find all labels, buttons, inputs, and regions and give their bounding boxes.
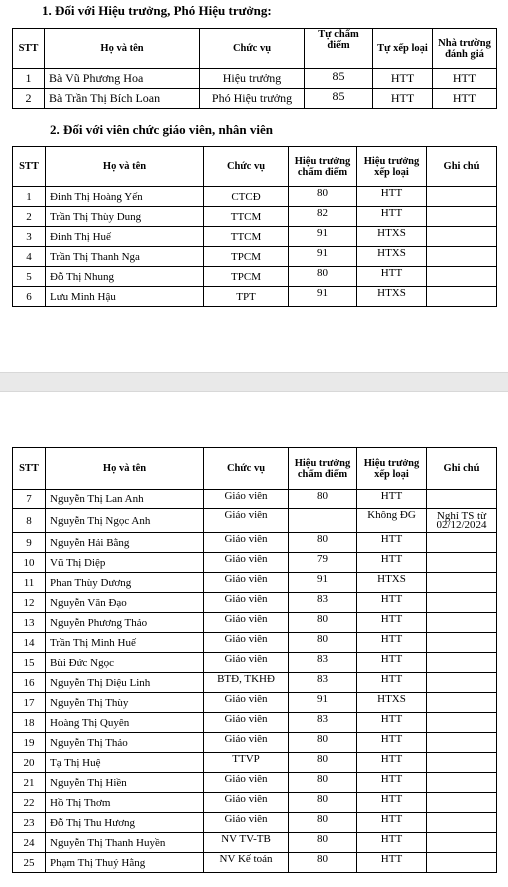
cell-rank: HTXS [357,693,427,713]
cell-rank: HTT [357,533,427,553]
header-name: Họ và tên [46,448,204,490]
cell-score: 91 [289,573,357,593]
table-row [13,693,497,713]
cell-rank: HTT [357,713,427,733]
document-page-1 [0,0,508,372]
cell-name: Trần Thị Thanh Nga [46,247,204,267]
cell-name: Nguyễn Hải Bằng [46,533,204,553]
section-2-heading: 2. Đối với viên chức giáo viên, nhân viên [50,122,274,137]
cell-position: Giáo viên [204,573,289,593]
cell-note [427,207,497,227]
table-row [13,813,497,833]
cell-rank: HTT [357,490,427,509]
cell-stt: 17 [13,693,46,713]
header-school-eval: Nhà trường đánh giá [433,29,497,69]
cell-stt: 12 [13,593,46,613]
cell-note [427,613,497,633]
cell-rank: HTT [357,633,427,653]
cell-stt: 2 [13,207,46,227]
cell-rank: HTXS [357,227,427,247]
cell-note [427,533,497,553]
cell-position: Giáo viên [204,533,289,553]
table-header-row [13,29,497,69]
cell-score: 85 [305,89,373,109]
cell-name: Tạ Thị Huệ [46,753,204,773]
cell-note [427,247,497,267]
table-row [13,247,497,267]
table-header-row [13,448,497,490]
cell-score: 80 [289,853,357,873]
section-1-heading: 1. Đối với Hiệu trưởng, Phó Hiệu trưởng: [42,3,272,18]
cell-name: Đinh Thị Hoàng Yến [46,187,204,207]
header-principal-score: Hiệu trưởng chấm điểm [289,448,357,490]
cell-name: Hồ Thị Thơm [46,793,204,813]
cell-stt: 24 [13,833,46,853]
cell-position: CTCĐ [204,187,289,207]
table-row [13,509,497,533]
cell-stt: 19 [13,733,46,753]
cell-note [427,773,497,793]
cell-score: 80 [289,753,357,773]
cell-stt: 2 [13,89,45,109]
table-row [13,653,497,673]
cell-rank: HTT [357,613,427,633]
cell-note [427,713,497,733]
header-position: Chức vụ [204,448,289,490]
cell-position: NV TV-TB [204,833,289,853]
cell-score: 83 [289,593,357,613]
table-row [13,490,497,509]
header-stt: STT [13,29,45,69]
cell-name: Nguyễn Phương Thảo [46,613,204,633]
cell-name: Nguyễn Thị Thanh Huyền [46,833,204,853]
cell-position: Giáo viên [204,613,289,633]
cell-name: Nguyễn Văn Đạo [46,593,204,613]
cell-score: 91 [289,693,357,713]
cell-rank: Không ĐG [357,509,427,533]
cell-name: Bà Vũ Phương Hoa [45,69,200,89]
cell-note [427,553,497,573]
cell-stt: 15 [13,653,46,673]
cell-rank: HTT [357,187,427,207]
cell-stt: 7 [13,490,46,509]
cell-rank: HTXS [357,247,427,267]
cell-rank: HTT [373,69,433,89]
table-row [13,89,497,109]
cell-stt: 16 [13,673,46,693]
table-row [13,773,497,793]
cell-position: Giáo viên [204,713,289,733]
document-page-2 [0,392,508,887]
header-name: Họ và tên [46,147,204,187]
cell-position: Hiệu trưởng [200,69,305,89]
cell-score: 80 [289,633,357,653]
table-row [13,69,497,89]
cell-note [427,573,497,593]
table-row [13,853,497,873]
cell-stt: 10 [13,553,46,573]
cell-rank: HTT [357,833,427,853]
cell-rank: HTT [357,793,427,813]
cell-position: Giáo viên [204,653,289,673]
cell-note [427,673,497,693]
cell-name: Vũ Thị Diệp [46,553,204,573]
header-position: Chức vụ [200,29,305,69]
cell-stt: 6 [13,287,46,307]
cell-position: Giáo viên [204,693,289,713]
cell-name: Nguyễn Thị Thảo [46,733,204,753]
header-self-rank: Tự xếp loại [373,29,433,69]
cell-stt: 8 [13,509,46,533]
cell-eval: HTT [433,69,497,89]
cell-score: 83 [289,653,357,673]
table-row [13,633,497,653]
cell-position: TTCM [204,207,289,227]
page-separator [0,372,508,392]
cell-name: Nguyễn Thị Diệu Linh [46,673,204,693]
cell-stt: 4 [13,247,46,267]
cell-score: 80 [289,773,357,793]
cell-name: Hoàng Thị Quyên [46,713,204,733]
header-note: Ghi chú [427,147,497,187]
cell-name: Đỗ Thị Nhung [46,267,204,287]
table-row [13,227,497,247]
header-note: Ghi chú [427,448,497,490]
cell-position: TPT [204,287,289,307]
cell-position: Phó Hiệu trưởng [200,89,305,109]
cell-position: NV Kế toán [204,853,289,873]
cell-name: Nguyễn Thị Ngọc Anh [46,509,204,533]
cell-score: 80 [289,793,357,813]
cell-note [427,753,497,773]
cell-rank: HTT [357,753,427,773]
table-row [13,267,497,287]
cell-stt: 14 [13,633,46,653]
cell-stt: 21 [13,773,46,793]
cell-position: Giáo viên [204,490,289,509]
cell-rank: HTXS [357,573,427,593]
cell-score: 80 [289,613,357,633]
cell-note [427,793,497,813]
table-row [13,733,497,753]
cell-score: 83 [289,713,357,733]
cell-stt: 11 [13,573,46,593]
cell-note [427,633,497,653]
cell-position: Giáo viên [204,633,289,653]
cell-name: Phan Thùy Dương [46,573,204,593]
cell-note [427,853,497,873]
cell-name: Trần Thị Thùy Dung [46,207,204,227]
cell-rank: HTT [357,813,427,833]
staff-table-part-1 [12,146,497,307]
cell-score: 79 [289,553,357,573]
cell-score: 80 [289,267,357,287]
table-row [13,793,497,813]
cell-score: 80 [289,733,357,753]
table-row [13,593,497,613]
cell-eval: HTT [433,89,497,109]
cell-note [427,813,497,833]
cell-score: 80 [289,187,357,207]
cell-score: 82 [289,207,357,227]
cell-stt: 22 [13,793,46,813]
cell-rank: HTT [373,89,433,109]
cell-name: Nguyễn Thị Lan Anh [46,490,204,509]
cell-position: TPCM [204,267,289,287]
table-row [13,713,497,733]
cell-position: Giáo viên [204,793,289,813]
cell-stt: 25 [13,853,46,873]
table-row [13,187,497,207]
table-row [13,613,497,633]
header-position: Chức vụ [204,147,289,187]
cell-rank: HTT [357,267,427,287]
cell-position: TPCM [204,247,289,267]
cell-stt: 1 [13,69,45,89]
cell-score: 80 [289,533,357,553]
table-row [13,533,497,553]
cell-rank: HTT [357,207,427,227]
cell-note [427,287,497,307]
cell-name: Đinh Thị Huế [46,227,204,247]
cell-note: Nghỉ TS từ 02/12/2024 [427,509,497,533]
cell-note [427,267,497,287]
table-row [13,833,497,853]
cell-name: Bà Trần Thị Bích Loan [45,89,200,109]
table-row [13,673,497,693]
cell-stt: 13 [13,613,46,633]
cell-position: BTĐ, TKHĐ [204,673,289,693]
cell-position: Giáo viên [204,733,289,753]
cell-name: Bùi Đức Ngọc [46,653,204,673]
cell-position: Giáo viên [204,553,289,573]
cell-note [427,693,497,713]
header-self-score: Tự chấm điểm [305,29,373,69]
cell-stt: 23 [13,813,46,833]
cell-stt: 18 [13,713,46,733]
cell-name: Phạm Thị Thuý Hằng [46,853,204,873]
cell-note [427,187,497,207]
cell-stt: 20 [13,753,46,773]
cell-score [289,509,357,533]
cell-score: 83 [289,673,357,693]
table-row [13,753,497,773]
cell-rank: HTT [357,553,427,573]
cell-stt: 9 [13,533,46,553]
cell-score: 85 [305,69,373,89]
cell-note [427,227,497,247]
cell-score: 91 [289,287,357,307]
cell-note [427,653,497,673]
cell-rank: HTXS [357,287,427,307]
table-row [13,287,497,307]
header-name: Họ và tên [45,29,200,69]
cell-name: Lưu Minh Hậu [46,287,204,307]
cell-score: 91 [289,247,357,267]
cell-name: Đỗ Thị Thu Hương [46,813,204,833]
cell-note [427,490,497,509]
cell-rank: HTT [357,853,427,873]
cell-note [427,733,497,753]
cell-position: TTCM [204,227,289,247]
cell-name: Trần Thị Minh Huế [46,633,204,653]
table-row [13,553,497,573]
cell-position: Giáo viên [204,773,289,793]
table-row [13,573,497,593]
cell-rank: HTT [357,733,427,753]
cell-position: Giáo viên [204,813,289,833]
leaders-table [12,28,497,109]
cell-stt: 5 [13,267,46,287]
cell-score: 80 [289,833,357,853]
header-principal-score: Hiệu trưởng chấm điểm [289,147,357,187]
cell-note [427,833,497,853]
cell-name: Nguyễn Thị Hiền [46,773,204,793]
cell-note [427,593,497,613]
cell-stt: 1 [13,187,46,207]
table-header-row [13,147,497,187]
header-stt: STT [13,147,46,187]
table-row [13,207,497,227]
cell-rank: HTT [357,773,427,793]
cell-score: 80 [289,490,357,509]
cell-name: Nguyễn Thị Thùy [46,693,204,713]
header-stt: STT [13,448,46,490]
cell-stt: 3 [13,227,46,247]
cell-rank: HTT [357,593,427,613]
cell-rank: HTT [357,673,427,693]
cell-position: Giáo viên [204,593,289,613]
cell-position: Giáo viên [204,509,289,533]
cell-position: TTVP [204,753,289,773]
cell-rank: HTT [357,653,427,673]
header-principal-rank: Hiệu trưởng xếp loại [357,448,427,490]
header-principal-rank: Hiệu trưởng xếp loại [357,147,427,187]
cell-score: 80 [289,813,357,833]
cell-score: 91 [289,227,357,247]
staff-table-part-2 [12,447,497,873]
